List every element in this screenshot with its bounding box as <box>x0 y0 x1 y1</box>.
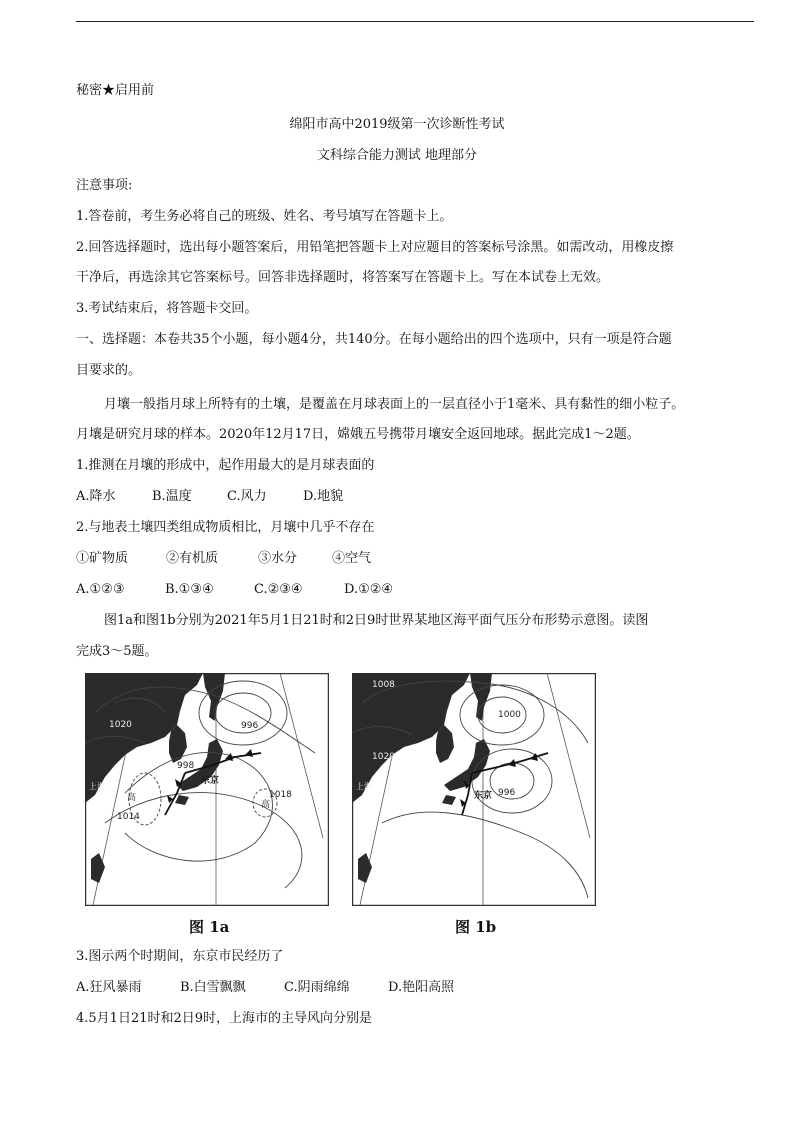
fig-b-city: 东京 <box>474 791 493 801</box>
notice-item-2-line-2: 干净后，再选涂其它答案标号。回答非选择题时，将答案写在答题卡上。写在本试卷上无效。 <box>76 270 610 285</box>
q3-stem: 3.图示两个时期间，东京市民经历了 <box>76 949 284 964</box>
notice-heading: 注意事项: <box>76 178 133 193</box>
secret-mark: 秘密★启用前 <box>76 83 155 98</box>
q1-option-b[interactable]: B.温度 <box>152 489 192 504</box>
q2-option-d[interactable]: D.①②④ <box>344 582 394 597</box>
top-rule <box>76 21 754 22</box>
passage-1-line-2: 月壤是研究月球的样本。2020年12月17日，嫦娥五号携带月壤安全返回地球。据此完成1～2题。 <box>76 427 640 442</box>
fig-b-iso-1008: 1008 <box>372 680 395 690</box>
q3-option-b[interactable]: B.白雪飘飘 <box>180 980 246 995</box>
q1-option-d[interactable]: D.地貌 <box>303 489 344 504</box>
q2-option-c[interactable]: C.②③④ <box>254 582 303 597</box>
q2-option-b[interactable]: B.①③④ <box>165 582 214 597</box>
fig-a-high-2: 高 <box>261 800 271 810</box>
notice-item-3: 3.考试结束后，将答题卡交回。 <box>76 301 258 316</box>
fig-b-iso-1020: 1020 <box>372 752 395 762</box>
fig-a-iso-1018: 1018 <box>269 790 292 800</box>
figure-1b-map <box>352 673 596 906</box>
exam-title: 绵阳市高中2019级第一次诊断性考试 <box>289 117 505 132</box>
q3-option-c[interactable]: C.阴雨绵绵 <box>284 980 350 995</box>
q4-stem: 4.5月1日21时和2日9时，上海市的主导风向分别是 <box>76 1011 373 1026</box>
q1-option-a[interactable]: A.降水 <box>76 489 116 504</box>
notice-item-2-line-1: 2.回答选择题时，选出每小题答案后，用铅笔把答题卡上对应题目的答案标号涂黑。如需改动，用橡皮擦 <box>76 240 674 255</box>
figure-1a-caption: 图 1a <box>189 918 230 936</box>
fig-a-iso-1020: 1020 <box>109 720 132 730</box>
passage-2-line-2: 完成3～5题。 <box>76 644 158 659</box>
q2-item-1: ①矿物质 <box>76 551 129 566</box>
notice-item-1: 1.答卷前，考生务必将自己的班级、姓名、考号填写在答题卡上。 <box>76 209 453 224</box>
fig-a-high-1: 高 <box>127 793 137 803</box>
fig-b-iso-1000: 1000 <box>498 710 521 720</box>
q2-stem: 2.与地表土壤四类组成物质相比，月壤中几乎不存在 <box>76 520 375 535</box>
q2-item-4: ④空气 <box>332 551 372 566</box>
passage-1-line-1: 月壤一般指月球上所特有的土壤，是覆盖在月球表面上的一层直径小于1毫米、具有黏性的细小粒子。 <box>104 397 685 412</box>
q3-option-d[interactable]: D.艳阳高照 <box>388 980 455 995</box>
passage-2-line-1: 图1a和图1b分别为2021年5月1日21时和2日9时世界某地区海平面气压分布形势示意图。读图 <box>104 613 649 628</box>
q1-option-c[interactable]: C.风力 <box>227 489 267 504</box>
fig-a-iso-996: 996 <box>241 721 259 731</box>
q2-options <box>76 581 393 599</box>
figure-1b-caption: 图 1b <box>455 918 497 936</box>
section-intro-line-1: 一、选择题：本卷共35个小题，每小题4分，共140分。在每小题给出的四个选项中，只有一项是符合题 <box>76 332 672 347</box>
q2-item-2: ②有机质 <box>166 551 219 566</box>
q1-options <box>76 488 343 506</box>
section-intro-line-2: 目要求的。 <box>76 363 142 378</box>
q1-stem: 1.推测在月壤的形成中，起作用最大的是月球表面的 <box>76 458 375 473</box>
fig-b-shanghai: 上海 <box>356 782 372 791</box>
q3-option-a[interactable]: A.狂风暴雨 <box>76 980 142 995</box>
figure-1a-map <box>85 673 329 906</box>
q3-options <box>76 979 454 997</box>
fig-a-shanghai: 上海 <box>89 782 105 791</box>
q2-item-3: ③水分 <box>258 551 298 566</box>
exam-subtitle: 文科综合能力测试 地理部分 <box>316 148 478 163</box>
fig-a-city: 东京 <box>201 776 220 786</box>
fig-b-iso-996: 996 <box>498 788 516 798</box>
fig-a-iso-1014: 1014 <box>117 812 140 822</box>
q2-items <box>76 550 371 568</box>
q2-option-a[interactable]: A.①②③ <box>76 582 125 597</box>
fig-a-iso-998: 998 <box>177 761 195 771</box>
